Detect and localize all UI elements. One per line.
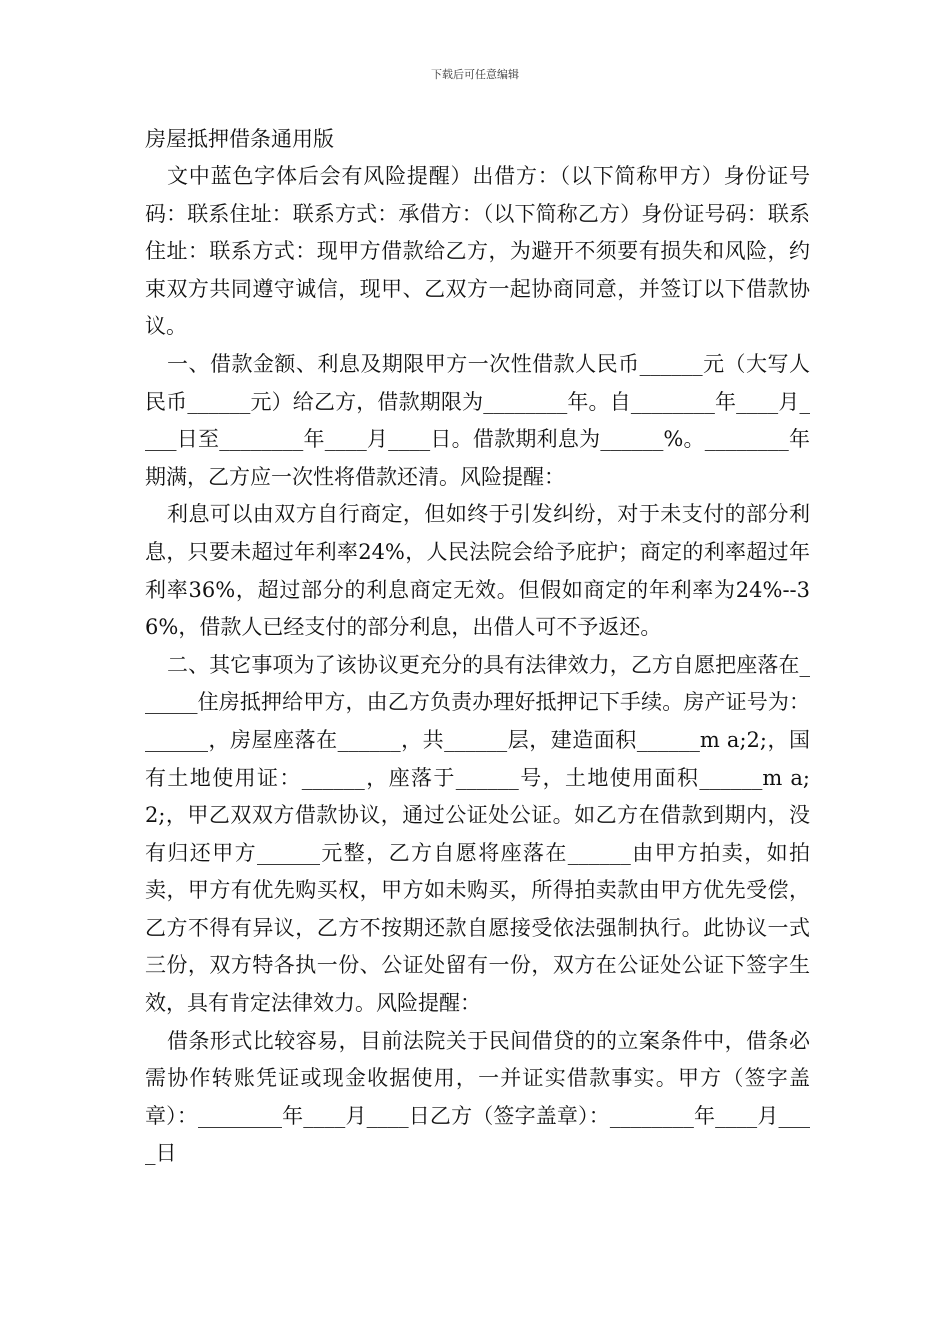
document-body bbox=[145, 121, 810, 1173]
paragraph-other-matters: 二、其它事项为了该协议更充分的具有法律效力，乙方自愿把座落在______住房抵押给甲方，由乙方负责办理好抵押记下手续。房产证号为：______，房屋座落在______，共______层，建造面积______m a;2;，国有土地使用证：______，座落于______号，土地使用面积______m a;2;，甲乙双双方借款协议，通过公证处公证。如乙方在借款到期内，没有归还甲方______元整，乙方自愿将座落在______由甲方拍卖，如拍卖，甲方有优先购买权，甲方如未购买，所得拍卖款由甲方优先受偿，乙方不得有异议，乙方不按期还款自愿接受依法强制执行。此协议一式三份，双方特各执一份、公证处留有一份，双方在公证处公证下签字生效，具有肯定法律效力。风险提醒： bbox=[145, 652, 810, 1016]
paragraph-parties: 文中蓝色字体后会有风险提醒）出借方：（以下简称甲方）身份证号码：联系住址：联系方式：承借方：（以下简称乙方）身份证号码：联系住址：联系方式：现甲方借款给乙方，为避开不须要有损失和风险，约束双方共同遵守诚信，现甲、乙双方一起协商同意，并签订以下借款协议。 bbox=[145, 164, 810, 339]
document-title: 房屋抵押借条通用版 bbox=[145, 127, 334, 151]
paragraph-interest-risk: 利息可以由双方自行商定，但如终于引发纠纷，对于未支付的部分利息，只要未超过年利率24%，人民法院会给予庇护；商定的利率超过年利率36%，超过部分的利息商定无效。但假如商定的年利率为24%--36%，借款人已经支付的部分利息，出借人可不予返还。 bbox=[145, 502, 810, 640]
paragraph-signatures: 借条形式比较容易，目前法院关于民间借贷的的立案条件中，借条必需协作转账凭证或现金收据使用，一并证实借款事实。甲方（签字盖章）：________年____月____日乙方（签字盖章）：________年____月____日 bbox=[145, 1028, 810, 1166]
paragraph-loan-terms: 一、借款金额、利息及期限甲方一次性借款人民币______元（大写人民币______元）给乙方，借款期限为________年。自________年____月____日至________年____月____日。借款期利息为______%。________年期满，乙方应一次性将借款还清。风险提醒： bbox=[145, 351, 810, 489]
page-header-note: 下载后可任意编辑 bbox=[431, 68, 519, 81]
